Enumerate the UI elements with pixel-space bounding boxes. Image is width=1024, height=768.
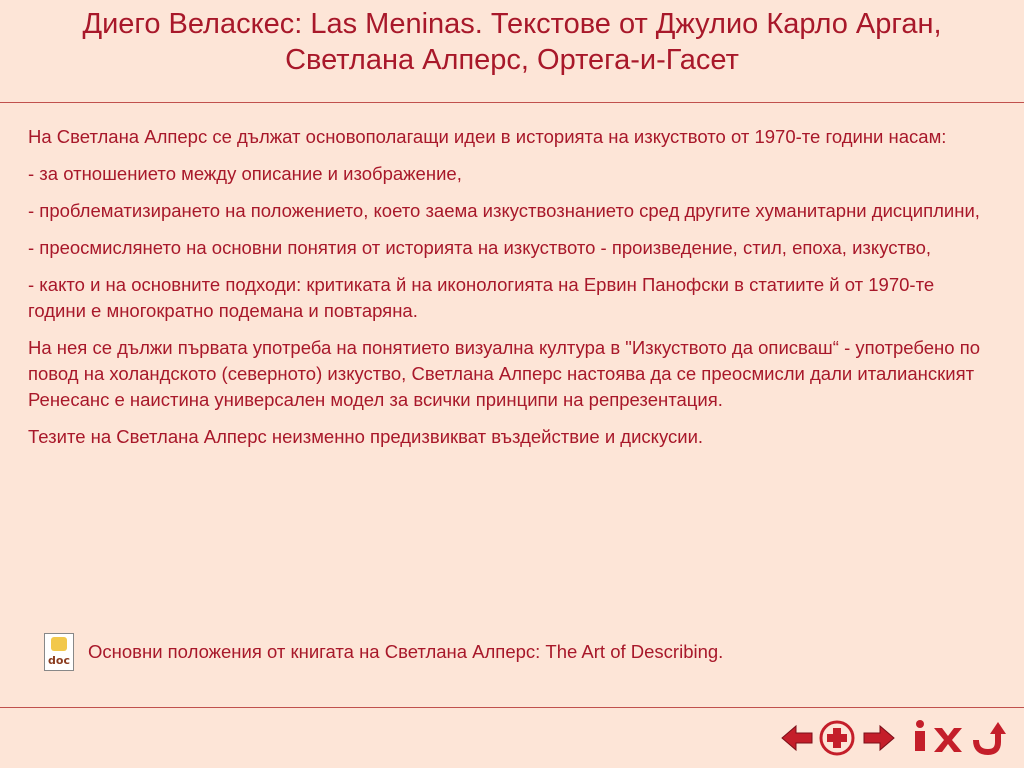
home-cross-icon[interactable]: [821, 722, 853, 754]
bottom-divider: [0, 707, 1024, 708]
index-icon[interactable]: [915, 720, 925, 751]
close-x-icon[interactable]: [934, 728, 962, 752]
paragraph: Тезите на Светлана Алперс неизменно предизвикват въздействие и дискусии.: [28, 426, 704, 447]
list-item: - както и на основните подходи: критиката й на иконологията на Ервин Панофски в статиите й от 1970-те години е многократно подемана и повтаряна.: [28, 274, 935, 321]
return-icon[interactable]: [976, 722, 1006, 752]
word-document-icon[interactable]: [44, 633, 74, 671]
document-emblem: [51, 637, 67, 651]
paragraph: На нея се дължи първата употреба на понятието визуална култура в "Изкуството да описваш“ - употребено по повод на холандското (северното) изкуство, Светлана Алперс настоява да се преосмисли дали италианският Ренесанс е наистина универсален модел за всички принципи на репрезентация.: [28, 337, 981, 410]
list-item: - проблематизирането на положението, което заема изкуствознанието сред другите хуманитарни дисциплини,: [28, 200, 980, 221]
paragraph: На Светлана Алперс се дължат основополагащи идеи в историята на изкуството от 1970-те години насам:: [28, 126, 947, 147]
top-divider: [0, 102, 1024, 103]
page-title: Диего Веласкес: Las Meninas. Текстове от Джулио Карло Арган, Светлана Алперс, Ортега-и-Гасет: [82, 8, 942, 76]
list-item: - за отношението между описание и изображение,: [28, 163, 462, 184]
arrow-left-icon[interactable]: [782, 726, 812, 750]
doc-link[interactable]: [44, 633, 723, 671]
list-item: - преосмислянето на основни понятия от историята на изкуството - произведение, стил, епоха, изкуство,: [28, 237, 932, 258]
doc-link-text[interactable]: Основни положения от книгата на Светлана Алперс: The Art of Describing.: [88, 641, 724, 662]
doc-icon-label: doc: [48, 654, 70, 667]
main-content: [28, 124, 988, 461]
navigation-bar: [780, 716, 1010, 762]
arrow-right-icon[interactable]: [864, 726, 894, 750]
